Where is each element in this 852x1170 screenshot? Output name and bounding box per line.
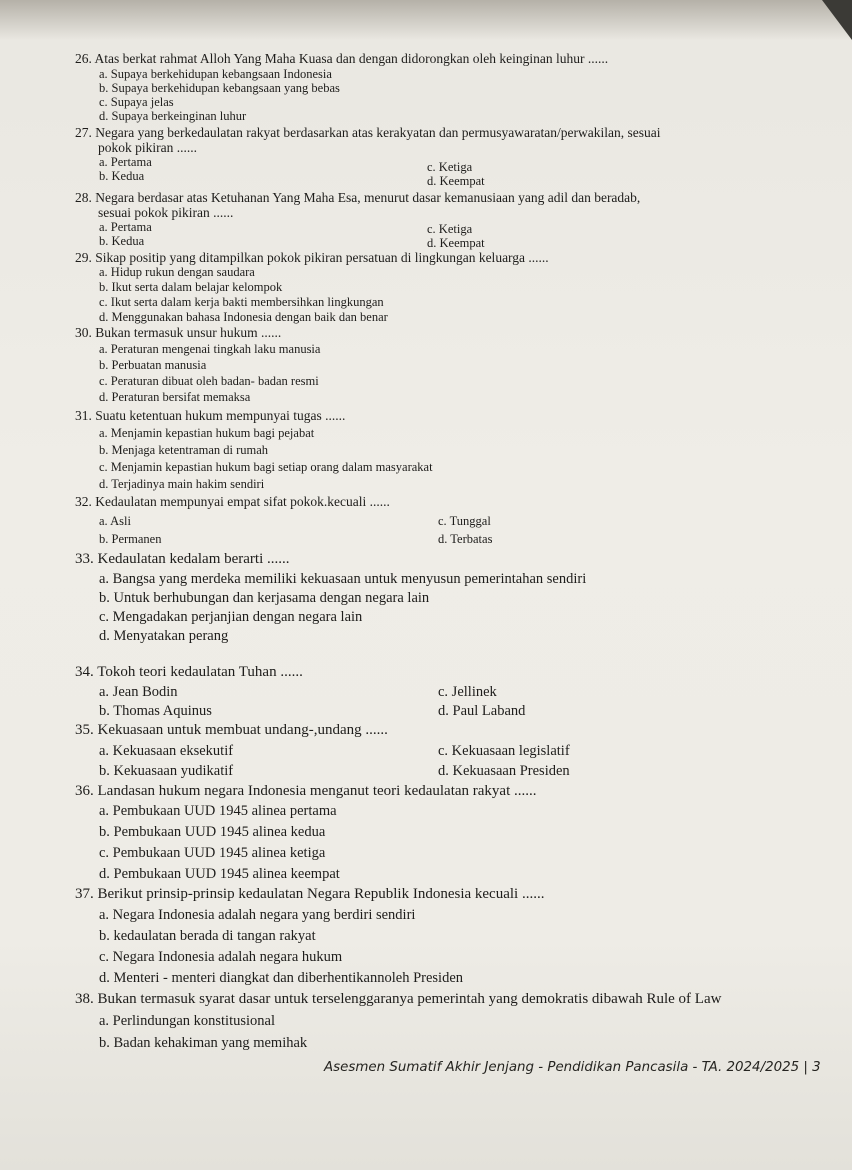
- option-37-d: d. Menteri - menteri diangkat dan diberhentikannoleh Presiden: [99, 970, 464, 986]
- question-29: 29. Sikap positip yang ditampilkan pokok pikiran persatuan di lingkungan keluarga ......: [75, 250, 549, 265]
- option-34-a: a. Jean Bodin: [99, 684, 178, 700]
- option-38-b: b. Badan kehakiman yang memihak: [99, 1035, 308, 1051]
- option-27-c: c. Ketiga: [427, 160, 473, 174]
- option-31-d: d. Terjadinya main hakim sendiri: [99, 477, 265, 491]
- option-28-c: c. Ketiga: [427, 222, 473, 236]
- option-36-a: a. Pembukaan UUD 1945 alinea pertama: [99, 803, 337, 819]
- option-30-a: a. Peraturan mengenai tingkah laku manusia: [99, 342, 321, 356]
- option-37-c: c. Negara Indonesia adalah negara hukum: [99, 949, 343, 965]
- question-28: 28. Negara berdasar atas Ketuhanan Yang Maha Esa, menurut dasar kemanusiaan yang adil dan beradab,: [75, 190, 641, 205]
- option-34-d: d. Paul Laband: [438, 703, 526, 719]
- option-29-d: d. Menggunakan bahasa Indonesia dengan baik dan benar: [99, 310, 388, 324]
- option-32-b: b. Permanen: [99, 532, 162, 546]
- option-36-c: c. Pembukaan UUD 1945 alinea ketiga: [99, 845, 326, 861]
- question-28-line2: sesuai pokok pikiran ......: [98, 205, 234, 220]
- question-38: 38. Bukan termasuk syarat dasar untuk terselenggaranya pemerintah yang demokratis dibawah Rule of Law: [75, 991, 722, 1007]
- question-30: 30. Bukan termasuk unsur hukum ......: [75, 325, 282, 340]
- option-29-c: c. Ikut serta dalam kerja bakti membersihkan lingkungan: [99, 295, 384, 309]
- question-27-line2: pokok pikiran ......: [98, 140, 197, 155]
- option-30-d: d. Peraturan bersifat memaksa: [99, 390, 251, 404]
- question-37: 37. Berikut prinsip-prinsip kedaulatan Negara Republik Indonesia kecuali ......: [75, 886, 545, 902]
- option-30-c: c. Peraturan dibuat oleh badan- badan resmi: [99, 374, 319, 388]
- question-27: 27. Negara yang berkedaulatan rakyat berdasarkan atas kerakyatan dan permusyawaratan/perwakilan, sesuai: [75, 125, 661, 140]
- option-34-b: b. Thomas Aquinus: [99, 703, 212, 719]
- option-35-a: a. Kekuasaan eksekutif: [99, 743, 234, 759]
- option-32-d: d. Terbatas: [438, 532, 493, 546]
- question-35: 35. Kekuasaan untuk membuat undang-,undang ......: [75, 722, 388, 738]
- option-37-b: b. kedaulatan berada di tangan rakyat: [99, 928, 316, 944]
- question-32: 32. Kedaulatan mempunyai empat sifat pokok.kecuali ......: [75, 494, 390, 509]
- option-32-a: a. Asli: [99, 514, 131, 528]
- option-35-d: d. Kekuasaan Presiden: [438, 763, 570, 779]
- option-37-a: a. Negara Indonesia adalah negara yang berdiri sendiri: [99, 907, 416, 923]
- option-33-d: d. Menyatakan perang: [99, 628, 229, 644]
- option-33-c: c. Mengadakan perjanjian dengan negara lain: [99, 609, 363, 625]
- option-29-b: b. Ikut serta dalam belajar kelompok: [99, 280, 283, 294]
- option-33-a: a. Bangsa yang merdeka memiliki kekuasaan untuk menyusun pemerintahan sendiri: [99, 571, 587, 587]
- option-33-b: b. Untuk berhubungan dan kerjasama dengan negara lain: [99, 590, 430, 606]
- option-35-b: b. Kekuasaan yudikatif: [99, 763, 234, 779]
- option-36-d: d. Pembukaan UUD 1945 alinea keempat: [99, 866, 340, 882]
- option-26-d: d. Supaya berkeinginan luhur: [99, 109, 247, 123]
- option-31-c: c. Menjamin kepastian hukum bagi setiap orang dalam masyarakat: [99, 460, 433, 474]
- page-footer: Asesmen Sumatif Akhir Jenjang - Pendidikan Pancasila - TA. 2024/2025 | 3: [324, 1060, 821, 1075]
- question-33: 33. Kedaulatan kedalam berarti ......: [75, 551, 290, 567]
- option-34-c: c. Jellinek: [438, 684, 497, 700]
- option-28-a: a. Pertama: [99, 220, 152, 234]
- question-34: 34. Tokoh teori kedaulatan Tuhan ......: [75, 664, 303, 680]
- option-38-a: a. Perlindungan konstitusional: [99, 1013, 275, 1029]
- option-27-d: d. Keempat: [427, 174, 485, 188]
- option-32-c: c. Tunggal: [438, 514, 491, 528]
- option-28-b: b. Kedua: [99, 234, 145, 248]
- option-27-b: b. Kedua: [99, 169, 145, 183]
- option-31-a: a. Menjamin kepastian hukum bagi pejabat: [99, 426, 315, 440]
- option-29-a: a. Hidup rukun dengan saudara: [99, 265, 255, 279]
- option-26-b: b. Supaya berkehidupan kebangsaan yang bebas: [99, 81, 340, 95]
- option-35-c: c. Kekuasaan legislatif: [438, 743, 570, 759]
- option-30-b: b. Perbuatan manusia: [99, 358, 207, 372]
- question-36: 36. Landasan hukum negara Indonesia menganut teori kedaulatan rakyat ......: [75, 783, 537, 799]
- question-31: 31. Suatu ketentuan hukum mempunyai tugas ......: [75, 408, 346, 423]
- question-26: 26. Atas berkat rahmat Alloh Yang Maha Kuasa dan dengan didorongkan oleh keinginan luhur ......: [75, 51, 609, 66]
- option-36-b: b. Pembukaan UUD 1945 alinea kedua: [99, 824, 326, 840]
- option-28-d: d. Keempat: [427, 236, 485, 250]
- option-26-c: c. Supaya jelas: [99, 95, 174, 109]
- option-27-a: a. Pertama: [99, 155, 152, 169]
- option-26-a: a. Supaya berkehidupan kebangsaan Indonesia: [99, 67, 332, 81]
- option-31-b: b. Menjaga ketentraman di rumah: [99, 443, 269, 457]
